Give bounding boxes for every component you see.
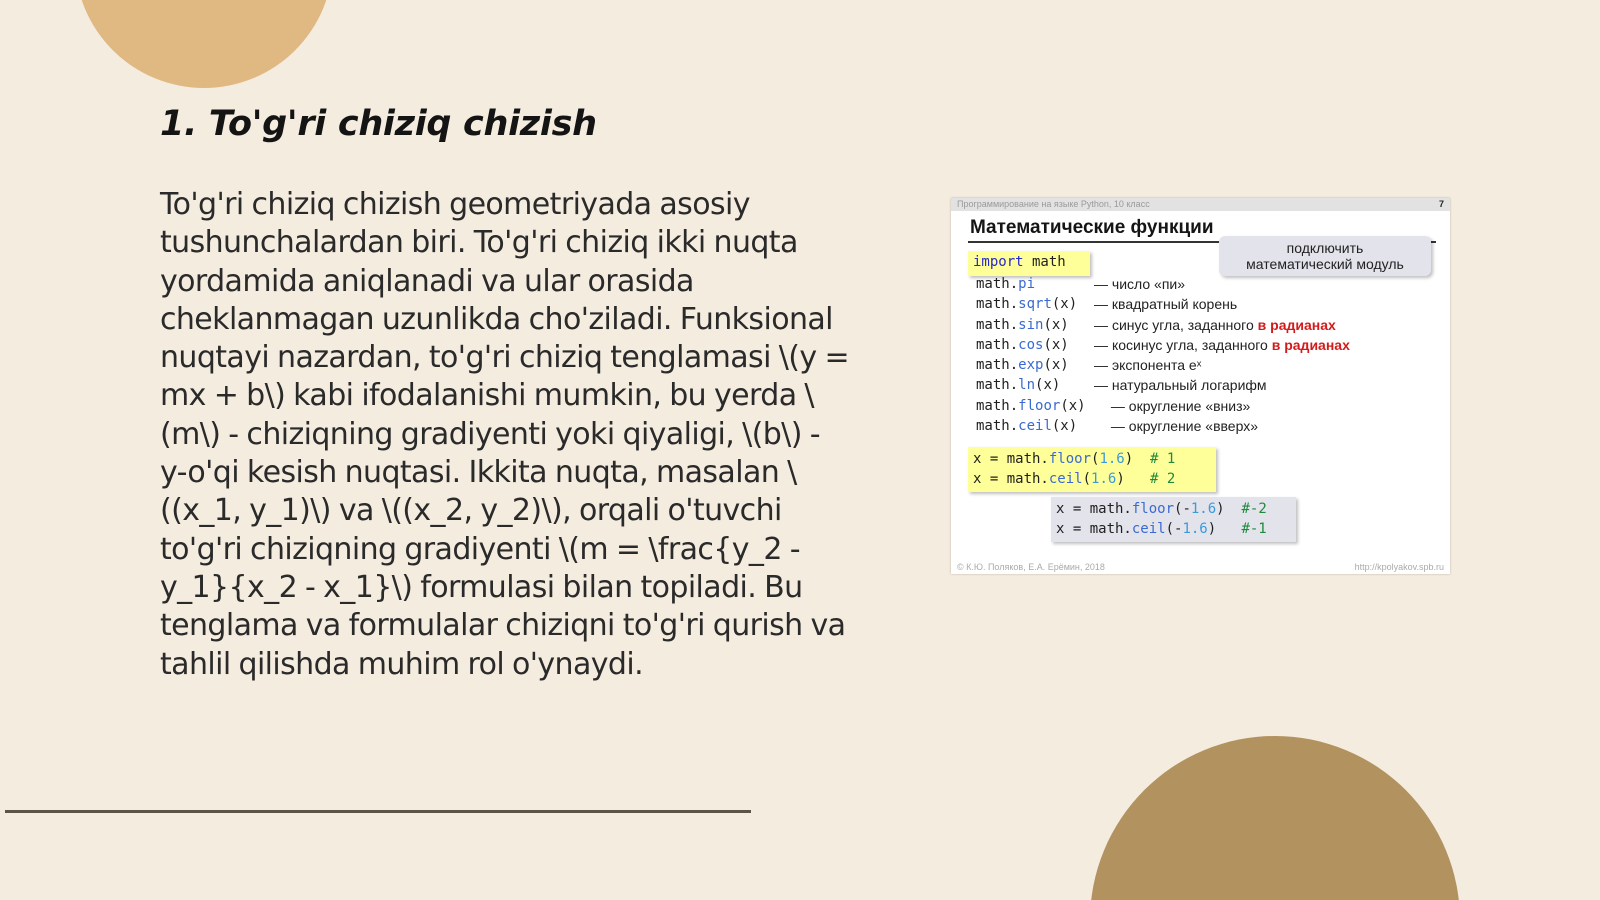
function-pad — [1069, 317, 1094, 333]
function-args: (x) — [1043, 316, 1069, 333]
dash: — — [1094, 296, 1112, 313]
function-row — [976, 294, 1350, 314]
function-prefix: math. — [976, 357, 1019, 374]
function-description — [1094, 274, 1185, 294]
slide-image-footer — [951, 561, 1450, 574]
function-pad — [1060, 377, 1094, 393]
code-number: 1.6 — [1091, 471, 1117, 487]
import-module: math — [1023, 254, 1066, 270]
code-open: ( — [1091, 451, 1100, 467]
code-function: ceil — [1131, 521, 1166, 537]
function-prefix: math. — [976, 296, 1019, 313]
code-lhs: x = math. — [973, 471, 1049, 487]
callout-bubble — [1219, 236, 1431, 276]
function-prefix: math. — [976, 397, 1019, 414]
function-code — [976, 315, 1094, 335]
callout-line-2: математический модуль — [1246, 256, 1404, 272]
decorative-circle-top — [75, 0, 333, 88]
function-pad — [1035, 276, 1094, 292]
function-code — [976, 396, 1111, 416]
code-number: 1.6 — [1099, 451, 1125, 467]
code-line — [973, 449, 1211, 469]
code-lhs: x = math. — [973, 451, 1049, 467]
function-description — [1094, 294, 1237, 314]
function-description-text: косинус угла, заданного — [1111, 336, 1272, 353]
code-function: floor — [1048, 451, 1092, 467]
function-code — [976, 416, 1111, 436]
function-pad — [1069, 357, 1094, 373]
function-row — [976, 274, 1350, 294]
dash: — — [1094, 357, 1112, 374]
dash: — — [1110, 397, 1129, 414]
code-number: 1.6 — [1182, 521, 1208, 537]
code-line — [1056, 499, 1291, 519]
function-description-emphasis: в радианах — [1257, 316, 1336, 333]
function-description — [1094, 315, 1336, 335]
function-description — [1111, 416, 1258, 436]
function-prefix: math. — [976, 418, 1019, 435]
code-comment: #-1 — [1241, 521, 1267, 537]
function-list — [976, 274, 1350, 436]
function-code — [976, 335, 1094, 355]
function-args: (x) — [1060, 397, 1086, 414]
slide-image-title: Математические функции — [970, 217, 1214, 238]
code-function: ceil — [1048, 471, 1083, 487]
function-prefix: math. — [976, 377, 1019, 394]
embedded-slide-image — [951, 198, 1450, 574]
function-pad — [1069, 337, 1094, 353]
code-comment: # 1 — [1150, 451, 1176, 467]
slide-image-page-number: 7 — [1438, 199, 1444, 209]
dash: — — [1094, 316, 1112, 333]
horizontal-divider — [5, 810, 751, 813]
code-line — [1056, 519, 1291, 539]
function-row — [976, 396, 1350, 416]
function-name: cos — [1018, 336, 1044, 353]
code-open: (- — [1165, 521, 1183, 537]
function-description — [1094, 355, 1201, 375]
slide-image-header-text: Программирование на языке Python, 10 класс — [957, 199, 1150, 209]
function-name: sqrt — [1018, 296, 1052, 313]
function-description-text: округление «вверх» — [1128, 418, 1259, 435]
function-name: ln — [1018, 377, 1036, 394]
code-lhs: x = math. — [1056, 521, 1132, 537]
function-prefix: math. — [976, 276, 1019, 292]
dash: — — [1110, 418, 1129, 435]
function-row — [976, 355, 1350, 375]
function-prefix: math. — [976, 316, 1019, 333]
function-description-text: синус угла, заданного — [1111, 316, 1258, 333]
function-description — [1111, 396, 1250, 416]
slide-body-text: To'g'ri chiziq chizish geometriyada asosiy tushunchalardan biri. To'g'ri chiziq ikki nuqta yordamida aniqlanadi va ular orasida cheklanmagan uzunlikda cho'ziladi. Funksional nuqtayi nazardan, to'g'ri chiziq tenglamasi \(y = mx + b\) kabi ifodalanishi mumkin, bu yerda \(m\) - chiziqning gradiyenti yoki qiyaligi, \(b\) - y-o'qi kesish nuqtasi. Ikkita nuqta, masalan \((x_1, y_1)\) va \((x_2, y_2)\), orqali o'tuvchi to'g'ri chiziqning gradiyenti \(m = \frac{y_2 - y_1}{x_2 - x_1}\) formulasi bilan topiladi. Bu tenglama va formulalar chiziqni to'g'ri qurish va tahlil qilishda muhim rol o'ynaydi. — [160, 187, 849, 682]
import-statement — [968, 251, 1090, 276]
function-description — [1094, 335, 1350, 355]
function-description-text: натуральный логарифм — [1111, 377, 1267, 394]
code-example-positive — [968, 447, 1216, 492]
function-description-text: квадратный корень — [1111, 296, 1238, 313]
function-pad — [1077, 296, 1094, 312]
function-name: pi — [1018, 276, 1036, 292]
code-close: ) — [1216, 501, 1242, 517]
function-args: (x) — [1043, 336, 1069, 353]
slide-image-header — [951, 198, 1450, 211]
function-row — [976, 416, 1350, 436]
dash: — — [1094, 276, 1112, 292]
function-description-text: экспонента eˣ — [1111, 357, 1202, 374]
function-pad — [1086, 398, 1111, 414]
import-keyword: import — [973, 254, 1024, 270]
code-close: ) — [1207, 521, 1242, 537]
code-open: ( — [1082, 471, 1092, 487]
function-row — [976, 335, 1350, 355]
function-description — [1094, 375, 1267, 395]
function-code — [976, 375, 1094, 395]
function-row — [976, 375, 1350, 395]
code-close: ) — [1116, 471, 1151, 487]
function-name: sin — [1018, 316, 1044, 333]
function-args: (x) — [1051, 296, 1078, 313]
function-code — [976, 294, 1094, 314]
function-name: exp — [1018, 357, 1044, 374]
callout-line-1: подключить — [1286, 240, 1364, 256]
code-comment: # 2 — [1150, 471, 1176, 487]
function-name: floor — [1018, 397, 1061, 414]
function-args: (x) — [1051, 418, 1078, 435]
dash: — — [1094, 336, 1112, 353]
slide-title: 1. To'g'ri chiziq chizish — [160, 104, 597, 144]
slide-image-footer-left: © К.Ю. Поляков, Е.А. Ерёмин, 2018 — [957, 562, 1105, 572]
function-description-text: округление «вниз» — [1128, 397, 1251, 414]
code-line — [973, 469, 1211, 489]
dash: — — [1094, 377, 1112, 394]
code-example-negative — [1051, 497, 1296, 542]
function-name: ceil — [1018, 418, 1052, 435]
function-args: (x) — [1035, 377, 1061, 394]
function-row — [976, 315, 1350, 335]
code-open: (- — [1174, 501, 1191, 517]
code-lhs: x = math. — [1056, 501, 1132, 517]
slide-image-footer-right: http://kpolyakov.spb.ru — [1354, 562, 1444, 572]
code-close: ) — [1124, 451, 1151, 467]
code-comment: #-2 — [1241, 501, 1267, 517]
function-pad — [1077, 418, 1111, 434]
function-code — [976, 274, 1094, 294]
code-number: 1.6 — [1190, 501, 1217, 517]
function-description-emphasis: в радианах — [1271, 336, 1350, 353]
function-code — [976, 355, 1094, 375]
decorative-circle-bottom — [1090, 736, 1460, 900]
function-args: (x) — [1043, 357, 1069, 374]
function-description-text: число «пи» — [1111, 276, 1186, 292]
code-function: floor — [1131, 501, 1175, 517]
function-prefix: math. — [976, 336, 1019, 353]
